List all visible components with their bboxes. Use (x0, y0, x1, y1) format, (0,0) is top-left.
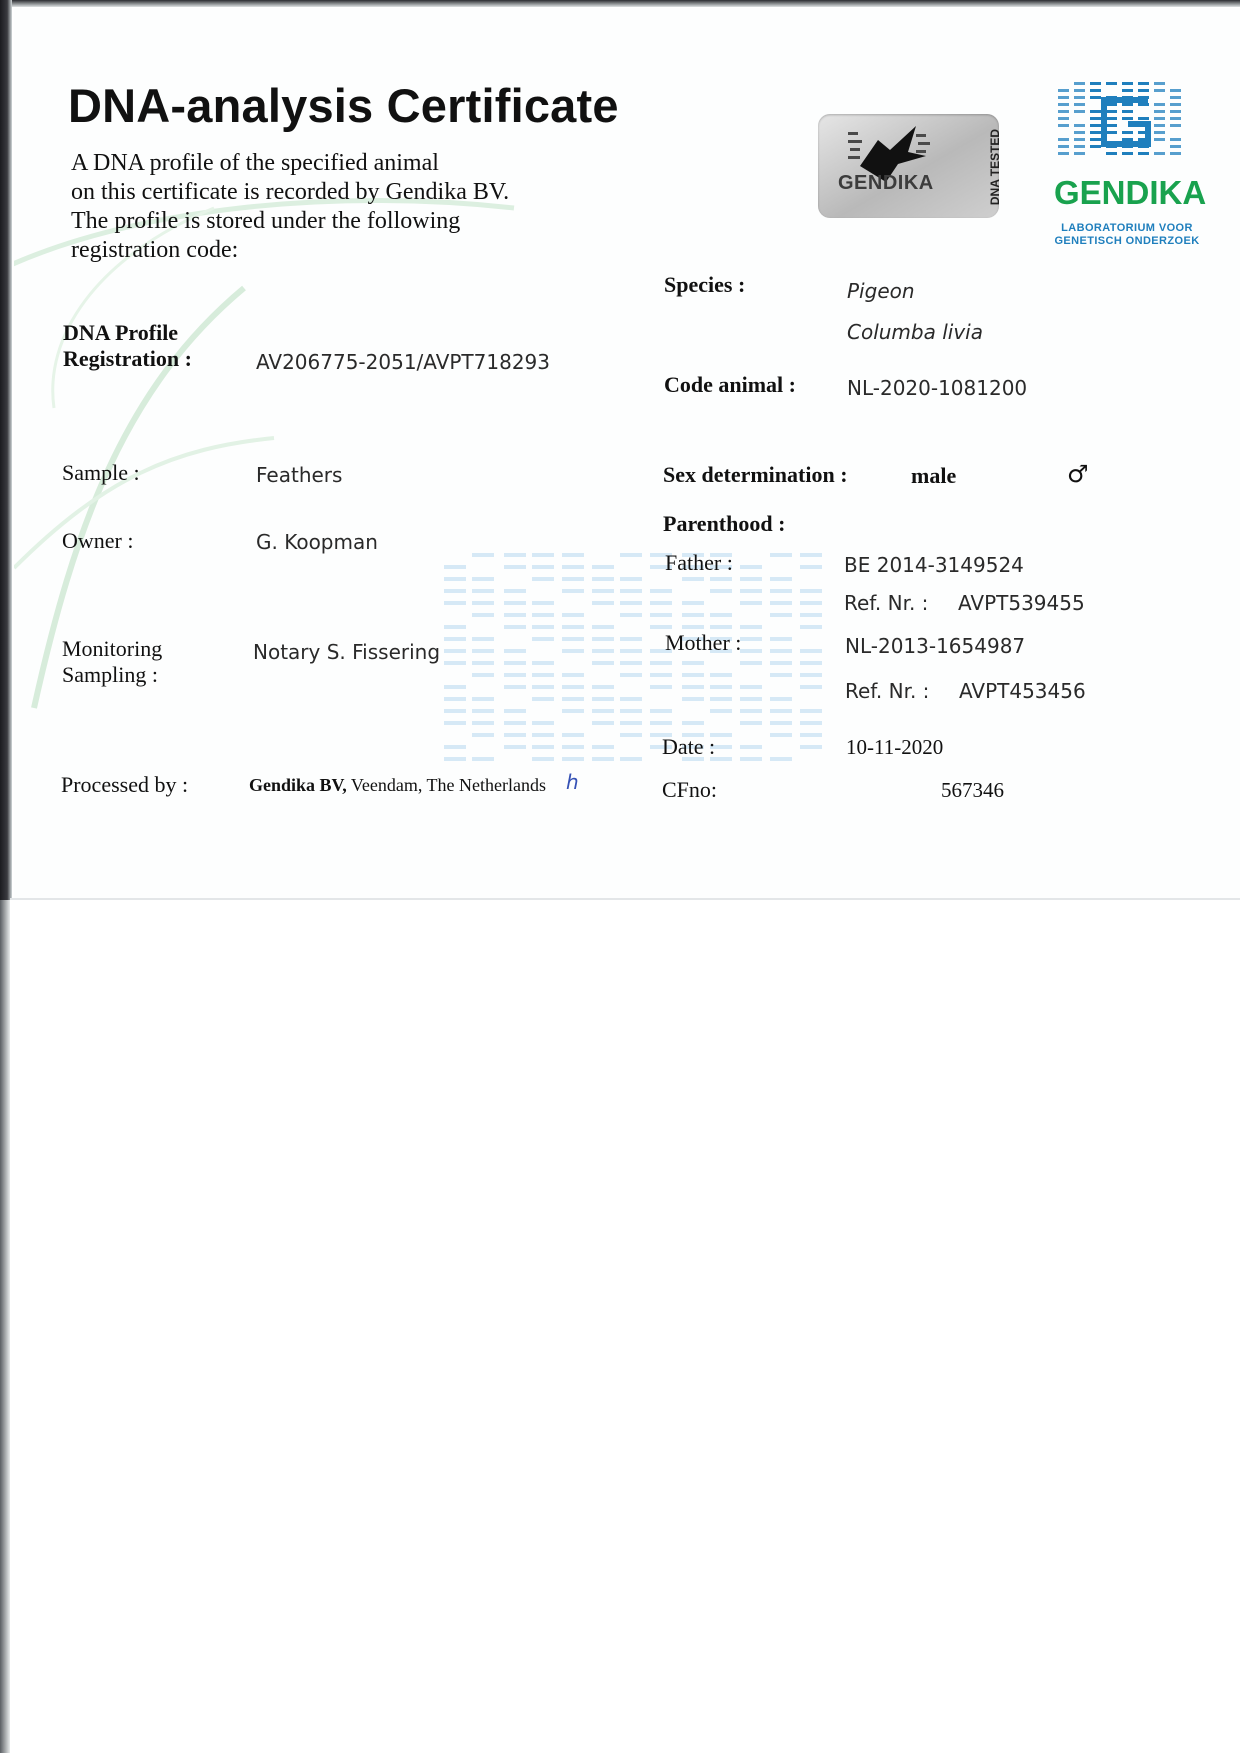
watermark-bar (444, 565, 466, 569)
watermark-bar (444, 637, 466, 641)
handwritten-mark: h (566, 770, 579, 794)
watermark-bar (504, 661, 526, 665)
watermark-bar (710, 709, 732, 713)
logo-bar (1154, 103, 1165, 106)
watermark-bar (444, 649, 466, 653)
watermark-bar (740, 685, 762, 689)
certificate-card (14, 8, 1240, 898)
logo-bar (1058, 103, 1069, 106)
watermark-bar (710, 673, 732, 677)
logo-bar (1170, 124, 1181, 127)
logo-g-shape (1104, 100, 1148, 144)
watermark-bar (472, 673, 494, 677)
watermark-bar (532, 577, 554, 581)
logo-bar (1138, 82, 1149, 85)
watermark-bar (800, 745, 822, 749)
logo-bar (1106, 103, 1117, 106)
mother-ref-label: Ref. Nr. : (845, 679, 930, 703)
watermark-bar (770, 601, 792, 605)
watermark-bar (650, 601, 672, 605)
logo-bar (1058, 138, 1069, 141)
code-animal-value: NL-2020-1081200 (847, 376, 1028, 400)
watermark-bar (770, 577, 792, 581)
logo-bar (1122, 131, 1133, 134)
monitoring-label: Sampling : (62, 662, 158, 687)
watermark-bar (532, 745, 554, 749)
watermark-bar (770, 721, 792, 725)
watermark-bar (682, 625, 704, 629)
watermark-bar (562, 577, 584, 581)
watermark-bar (800, 709, 822, 713)
father-ref-label: Ref. Nr. : (844, 591, 929, 615)
watermark-bar (472, 709, 494, 713)
watermark-bar (592, 589, 614, 593)
mother-ref-value: AVPT453456 (959, 679, 1086, 703)
logo-bar (1170, 110, 1181, 113)
logo-bar (1090, 145, 1101, 148)
logo-bar (1122, 152, 1133, 155)
logo-bar (1074, 103, 1085, 106)
watermark-bar (562, 745, 584, 749)
watermark-bar (592, 649, 614, 653)
watermark-bar (592, 577, 614, 581)
watermark-bar (770, 589, 792, 593)
registration-label: Registration : (63, 346, 192, 371)
processed-company: Gendika BV, (249, 775, 347, 795)
processed-value (249, 775, 546, 796)
watermark-bar (472, 757, 494, 761)
watermark-bar (504, 589, 526, 593)
brand-subtitle (1052, 222, 1202, 248)
logo-bar (1138, 152, 1149, 155)
intro-line: on this certificate is recorded by Gendika BV. (71, 179, 510, 205)
logo-bar (1138, 89, 1149, 92)
watermark-bar (682, 721, 704, 725)
watermark-bar (740, 697, 762, 701)
watermark-bar (532, 565, 554, 569)
watermark-bar (504, 625, 526, 629)
watermark-bar (800, 601, 822, 605)
watermark-bar (710, 697, 732, 701)
watermark-bar (620, 637, 642, 641)
watermark-bar (472, 613, 494, 617)
watermark-bar (740, 625, 762, 629)
scan-edge-left (0, 0, 12, 900)
father-value: BE 2014-3149524 (844, 553, 1024, 577)
sex-value: male (911, 463, 957, 488)
watermark-bar (770, 709, 792, 713)
cfno-value: 567346 (941, 778, 1004, 802)
logo-bar (1122, 103, 1133, 106)
watermark-bar (592, 721, 614, 725)
watermark-bar (740, 637, 762, 641)
watermark-bar (444, 721, 466, 725)
watermark-bar (682, 661, 704, 665)
watermark-bar (650, 661, 672, 665)
logo-bar (1154, 131, 1165, 134)
watermark-bar (800, 721, 822, 725)
watermark-bar (472, 733, 494, 737)
logo-bar (1058, 124, 1069, 127)
processed-place: Veendam, The Netherlands (346, 775, 546, 795)
logo-bar (1170, 96, 1181, 99)
watermark-bar (800, 553, 822, 557)
logo-bar (1170, 89, 1181, 92)
watermark-bar (740, 721, 762, 725)
species-common: Pigeon (847, 279, 915, 303)
watermark-bar (682, 673, 704, 677)
watermark-bar (562, 589, 584, 593)
logo-bar (1074, 82, 1085, 85)
intro-paragraph (71, 149, 591, 265)
watermark-bar (620, 673, 642, 677)
logo-bar (1058, 117, 1069, 120)
logo-bar (1074, 131, 1085, 134)
watermark-bar (592, 637, 614, 641)
logo-bar (1154, 110, 1165, 113)
brand-name: GENDIKA (1054, 174, 1207, 211)
intro-line: The profile is stored under the following (71, 208, 461, 234)
watermark-bar (472, 553, 494, 557)
watermark-bar (740, 589, 762, 593)
sex-label: Sex determination : (663, 462, 848, 487)
watermark-bar (504, 745, 526, 749)
gendika-logo-icon (1052, 78, 1192, 168)
logo-bar (1106, 152, 1117, 155)
logo-bar (1138, 103, 1149, 106)
watermark-bar (472, 721, 494, 725)
watermark-bar (592, 685, 614, 689)
watermark-bar (770, 637, 792, 641)
watermark-bar (532, 601, 554, 605)
watermark-bar (620, 721, 642, 725)
owner-label: Owner : (62, 528, 134, 553)
logo-bar (1090, 124, 1101, 127)
watermark-bar (472, 637, 494, 641)
watermark-bar (532, 613, 554, 617)
watermark-bar (592, 661, 614, 665)
watermark-bar (740, 709, 762, 713)
logo-bar (1106, 117, 1117, 120)
logo-bar (1058, 145, 1069, 148)
watermark-bar (682, 577, 704, 581)
watermark-bar (562, 637, 584, 641)
logo-bar (1090, 117, 1101, 120)
watermark-bar (650, 721, 672, 725)
logo-bar (1074, 145, 1085, 148)
watermark-bar (710, 613, 732, 617)
watermark-bar (504, 709, 526, 713)
logo-bar (1122, 138, 1133, 141)
watermark-bar (800, 733, 822, 737)
sample-value: Feathers (256, 463, 343, 487)
watermark-bar (770, 661, 792, 665)
watermark-bar (532, 553, 554, 557)
watermark-bar (800, 625, 822, 629)
logo-bar (1074, 138, 1085, 141)
watermark-bar (504, 601, 526, 605)
species-latin: Columba livia (847, 320, 983, 344)
watermark-bar (504, 733, 526, 737)
watermark-bar (532, 625, 554, 629)
watermark-bar (710, 625, 732, 629)
watermark-bar (650, 625, 672, 629)
watermark-bar (620, 709, 642, 713)
mother-label: Mother : (665, 630, 742, 655)
watermark-bar (532, 637, 554, 641)
watermark-bar (620, 733, 642, 737)
watermark-bar (592, 709, 614, 713)
watermark-bar (562, 613, 584, 617)
father-ref-value: AVPT539455 (958, 591, 1085, 615)
watermark-bar (562, 697, 584, 701)
watermark-bar (472, 649, 494, 653)
watermark-bar (592, 601, 614, 605)
registration-value: AV206775-2051/AVPT718293 (256, 350, 550, 374)
watermark-bar (592, 745, 614, 749)
watermark-bar (504, 721, 526, 725)
watermark-bar (770, 733, 792, 737)
watermark-bar (562, 649, 584, 653)
watermark-bar (800, 613, 822, 617)
watermark-bar (740, 661, 762, 665)
logo-bar (1154, 89, 1165, 92)
logo-bar (1106, 110, 1117, 113)
logo-bar (1074, 96, 1085, 99)
watermark-bar (444, 625, 466, 629)
watermark-bar (682, 613, 704, 617)
logo-bar (1090, 138, 1101, 141)
watermark-bar (770, 697, 792, 701)
logo-bar (1122, 89, 1133, 92)
watermark-bar (532, 757, 554, 761)
watermark-bar (562, 565, 584, 569)
watermark-bar (532, 733, 554, 737)
logo-bar (1138, 117, 1149, 120)
father-label: Father : (665, 550, 733, 575)
watermark-bar (504, 649, 526, 653)
logo-bar (1170, 145, 1181, 148)
watermark-bar (620, 589, 642, 593)
logo-bar (1122, 110, 1133, 113)
watermark-bar (740, 577, 762, 581)
logo-bar (1058, 110, 1069, 113)
monitoring-label: Monitoring (62, 636, 163, 661)
watermark-bar (444, 745, 466, 749)
watermark-bar (620, 649, 642, 653)
watermark-bar (444, 697, 466, 701)
watermark-bar (472, 577, 494, 581)
watermark-bar (472, 589, 494, 593)
watermark-bar (620, 553, 642, 557)
watermark-bar (800, 673, 822, 677)
watermark-bar (504, 685, 526, 689)
watermark-bar (740, 601, 762, 605)
species-label: Species : (664, 272, 746, 297)
intro-line: A DNA profile of the specified animal (71, 150, 439, 176)
watermark-bar (444, 709, 466, 713)
monitoring-value: Notary S. Fissering (253, 640, 441, 664)
watermark-bar (562, 673, 584, 677)
watermark-bar (620, 601, 642, 605)
watermark-bar (682, 685, 704, 689)
watermark-bar (444, 601, 466, 605)
parenthood-label: Parenthood : (663, 511, 786, 536)
watermark-bar (472, 601, 494, 605)
watermark-bar (740, 757, 762, 761)
watermark-bar (800, 565, 822, 569)
watermark-bar (770, 757, 792, 761)
watermark-bar (620, 613, 642, 617)
watermark-bar (592, 757, 614, 761)
watermark-bar (682, 601, 704, 605)
watermark-bar (740, 565, 762, 569)
dna-tested-sticker (818, 114, 1002, 218)
watermark-bar (562, 625, 584, 629)
fold-line (10, 898, 1240, 900)
watermark-bar (770, 649, 792, 653)
logo-bar (1106, 124, 1117, 127)
processed-label: Processed by : (61, 772, 189, 797)
owner-value: G. Koopman (256, 530, 378, 554)
logo-bar (1170, 152, 1181, 155)
registration-label: DNA Profile (63, 320, 179, 345)
watermark-bar (650, 589, 672, 593)
watermark-bar (650, 685, 672, 689)
watermark-bar (800, 661, 822, 665)
watermark-bar (472, 697, 494, 701)
watermark-bar (710, 685, 732, 689)
watermark-bar (770, 613, 792, 617)
watermark-bar (740, 649, 762, 653)
watermark-bar (650, 613, 672, 617)
watermark-bar (504, 673, 526, 677)
date-value: 10-11-2020 (846, 735, 944, 759)
watermark-bar (770, 553, 792, 557)
scan-edge-top (0, 0, 1240, 7)
mother-value: NL-2013-1654987 (845, 634, 1026, 658)
logo-bar (1170, 138, 1181, 141)
date-label: Date : (662, 734, 716, 759)
watermark-bar (532, 721, 554, 725)
watermark-bar (620, 577, 642, 581)
logo-bar (1090, 96, 1101, 99)
logo-bar (1154, 82, 1165, 85)
logo-bar (1074, 124, 1085, 127)
logo-bar (1058, 89, 1069, 92)
watermark-bar (682, 697, 704, 701)
watermark-bar (532, 661, 554, 665)
logo-bar (1090, 89, 1101, 92)
sticker-brand: GENDIKA (838, 172, 934, 194)
sticker-side-text: DNA TESTED (988, 128, 1002, 206)
logo-bar (1074, 110, 1085, 113)
intro-line: registration code: (71, 237, 239, 263)
logo-bar (1170, 117, 1181, 120)
watermark-bar (650, 709, 672, 713)
logo-bar (1170, 103, 1181, 106)
watermark-bar (592, 565, 614, 569)
logo-bar (1154, 138, 1165, 141)
watermark-bar (710, 577, 732, 581)
watermark-bar (444, 661, 466, 665)
watermark-bar (592, 625, 614, 629)
logo-bar (1090, 110, 1101, 113)
watermark-bar (444, 589, 466, 593)
code-animal-label: Code animal : (664, 372, 796, 397)
watermark-bar (710, 589, 732, 593)
watermark-bar (800, 589, 822, 593)
logo-bar (1122, 117, 1133, 120)
watermark-bar (620, 757, 642, 761)
watermark-bar (562, 685, 584, 689)
watermark-bar (504, 613, 526, 617)
male-symbol-icon: ♂ (1067, 460, 1089, 488)
watermark-bar (800, 649, 822, 653)
watermark-bar (562, 709, 584, 713)
watermark-bar (504, 565, 526, 569)
logo-bar (1122, 82, 1133, 85)
logo-bar (1090, 82, 1101, 85)
watermark-bar (532, 673, 554, 677)
watermark-bar (800, 685, 822, 689)
watermark-bar (740, 745, 762, 749)
watermark-bar (444, 577, 466, 581)
logo-bar (1154, 124, 1165, 127)
watermark-bar (592, 697, 614, 701)
watermark-bar (562, 733, 584, 737)
watermark-bar (620, 697, 642, 701)
watermark-bar (444, 757, 466, 761)
watermark-bar (472, 661, 494, 665)
watermark-bar (562, 553, 584, 557)
watermark-bar (770, 673, 792, 677)
watermark-bar (532, 685, 554, 689)
watermark-bar (650, 673, 672, 677)
logo-bar (1106, 131, 1117, 134)
watermark-bar (444, 685, 466, 689)
page-title: DNA-analysis Certificate (68, 79, 619, 132)
watermark-bar (620, 661, 642, 665)
watermark-bar (504, 553, 526, 557)
scan-edge-left-lower (0, 900, 10, 1753)
logo-bar (1106, 82, 1117, 85)
logo-bar (1058, 152, 1069, 155)
cfno-label: CFno: (662, 777, 718, 802)
logo-bar (1074, 152, 1085, 155)
watermark-bar (532, 697, 554, 701)
logo-bar (1154, 117, 1165, 120)
logo-bar (1154, 152, 1165, 155)
brand-subtitle-line: GENETISCH ONDERZOEK (1054, 235, 1200, 247)
logo-bar (1074, 89, 1085, 92)
logo-bar (1058, 96, 1069, 99)
logo-bar (1090, 131, 1101, 134)
watermark-bar (562, 757, 584, 761)
brand-subtitle-line: LABORATORIUM VOOR (1061, 222, 1193, 234)
sample-label: Sample : (62, 460, 140, 485)
